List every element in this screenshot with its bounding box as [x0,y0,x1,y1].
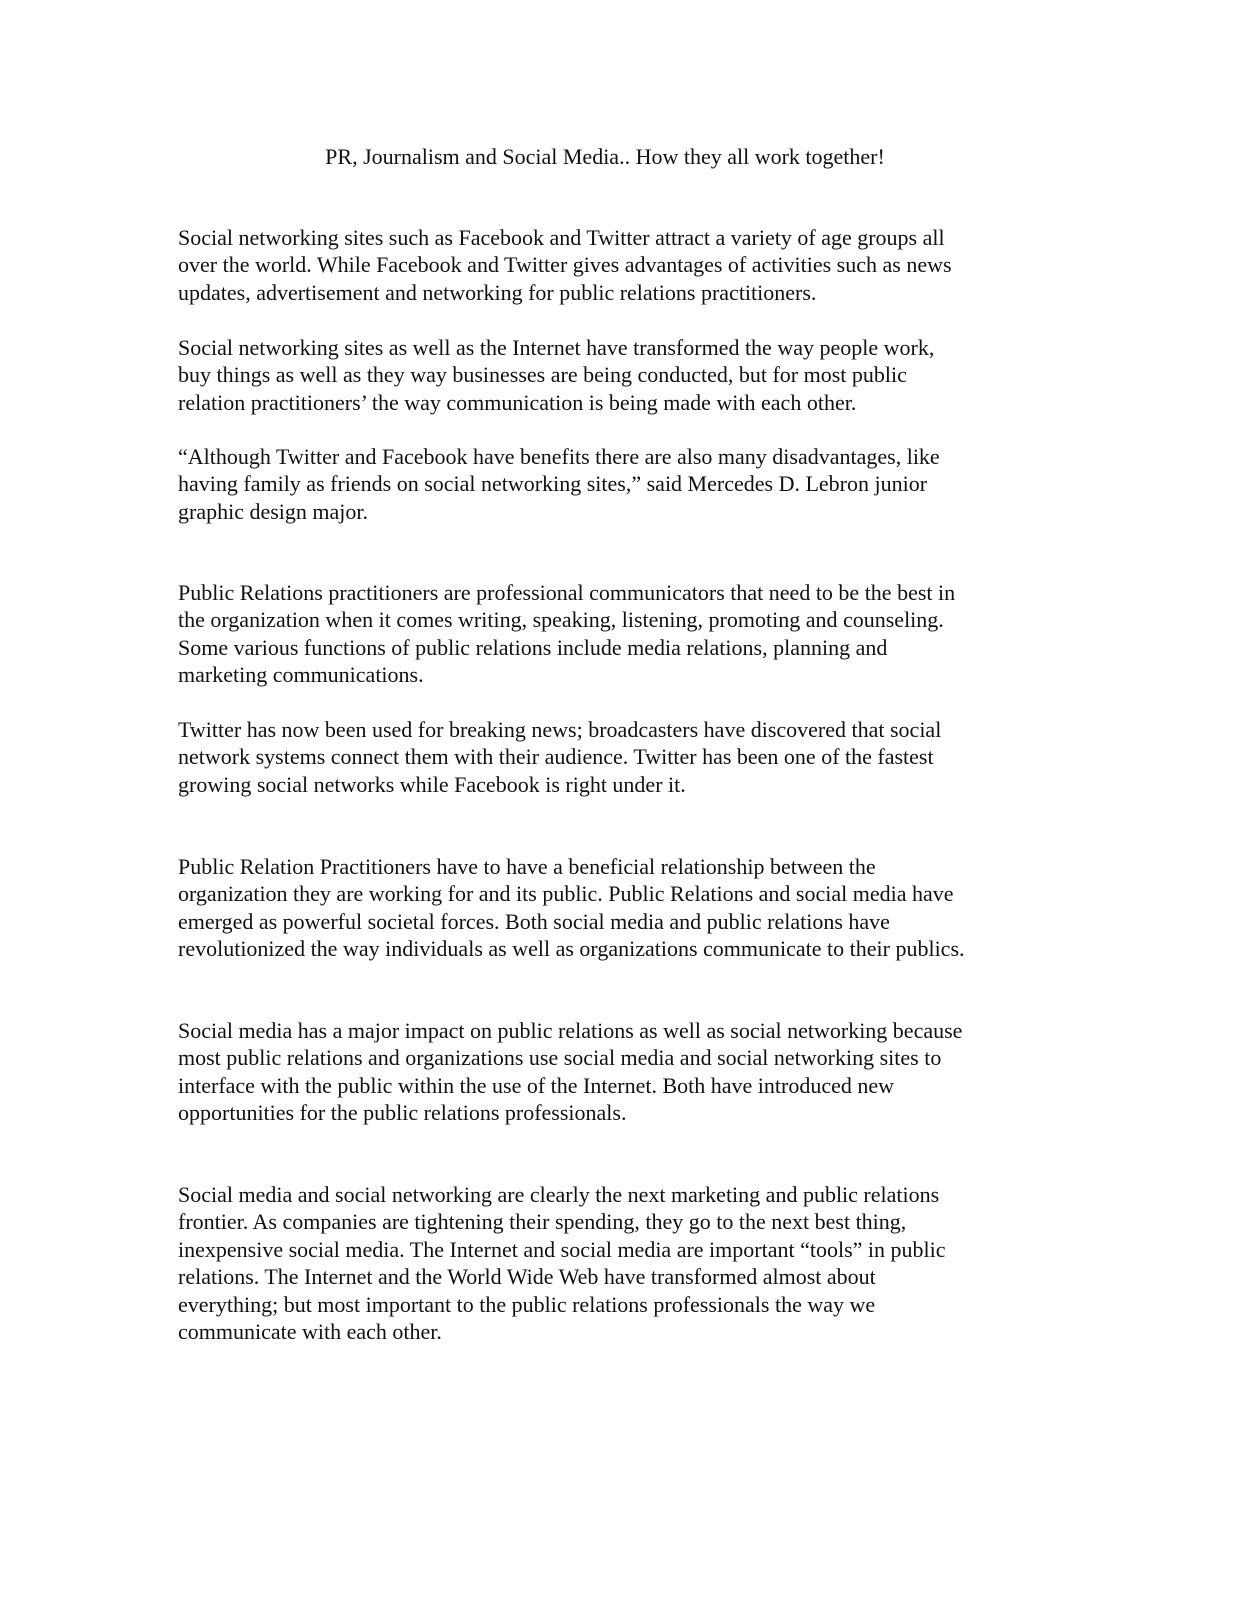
paragraph-line: inexpensive social media. The Internet and social media are important “tools” in public [178,1236,946,1262]
paragraph-line: revolutionized the way individuals as well as organizations communicate to their publics. [178,936,965,962]
paragraph-line: opportunities for the public relations professionals. [178,1100,627,1126]
paragraph-7 [178,1017,962,1127]
paragraph-2 [178,334,934,416]
paragraph-line: having family as friends on social networking sites,” said Mercedes D. Lebron junior [178,471,928,497]
paragraph-line: over the world. While Facebook and Twitter gives advantages of activities such as news [178,252,952,278]
paragraph-line: Social media and social networking are clearly the next marketing and public relations [178,1182,940,1207]
paragraph-6 [178,853,965,963]
paragraph-4 [178,579,955,689]
paragraph-line: everything; but most important to the public relations professionals the way we [178,1291,876,1317]
paragraph-line: communicate with each other. [178,1319,442,1345]
paragraph-line: interface with the public within the use of the Internet. Both have introduced new [178,1072,894,1098]
paragraph-line: buy things as well as they way businesses are being conducted, but for most public [178,362,907,388]
paragraph-1 [178,224,952,306]
paragraph-line: Public Relation Practitioners have to have a beneficial relationship between the [178,854,876,879]
paragraph-line: emerged as powerful societal forces. Both social media and public relations have [178,908,890,934]
paragraph-line: network systems connect them with their audience. Twitter has been one of the fastest [178,744,934,770]
paragraph-line: “Although Twitter and Facebook have benefits there are also many disadvantages, like [178,444,940,469]
paragraph-line: Public Relations practitioners are professional communicators that need to be the best in [178,580,956,605]
paragraph-line: the organization when it comes writing, speaking, listening, promoting and counseling. [178,607,944,633]
paragraph-line: updates, advertisement and networking for public relations practitioners. [178,279,817,305]
paragraph-line: Twitter has now been used for breaking news; broadcasters have discovered that social [178,717,942,742]
paragraph-3 [178,443,940,525]
paragraph-line: relations. The Internet and the World Wide Web have transformed almost about [178,1264,876,1290]
paragraph-line: growing social networks while Facebook is right under it. [178,771,686,797]
paragraph-line: Social networking sites such as Facebook and Twitter attract a variety of age groups all [178,225,945,250]
paragraph-line: relation practitioners’ the way communication is being made with each other. [178,389,857,415]
paragraph-line: marketing communications. [178,662,424,688]
paragraph-line: graphic design major. [178,498,369,524]
paragraph-line: Some various functions of public relations include media relations, planning and [178,634,888,660]
paragraph-line: Social networking sites as well as the Internet have transformed the way people work, [178,335,935,360]
paragraph-8 [178,1181,946,1345]
paragraph-5 [178,716,941,798]
paragraph-line: Social media has a major impact on public relations as well as social networking because [178,1018,963,1043]
document-title: PR, Journalism and Social Media.. How they all work together! [325,144,885,169]
paragraph-line: organization they are working for and its public. Public Relations and social media have [178,881,954,907]
paragraph-line: most public relations and organizations use social media and social networking sites to [178,1045,942,1071]
paragraph-line: frontier. As companies are tightening their spending, they go to the next best thing, [178,1209,907,1235]
